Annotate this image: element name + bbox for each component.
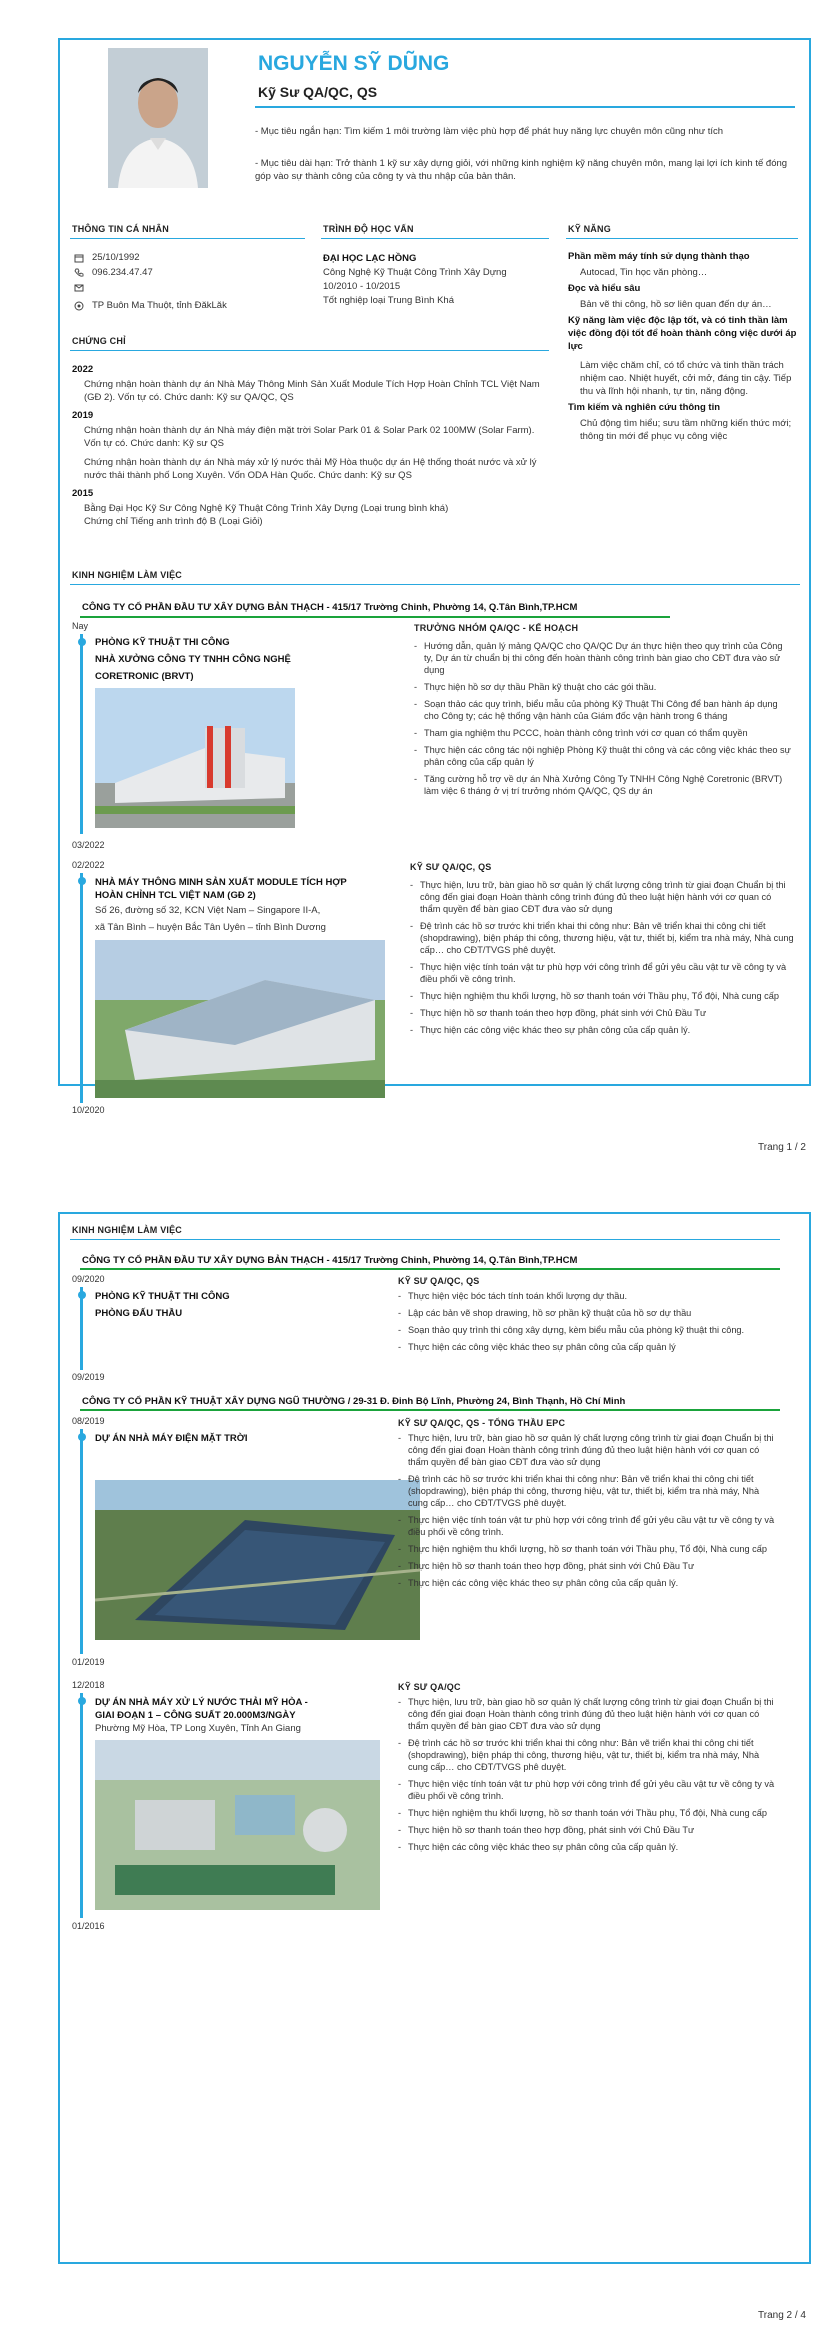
project-name (95, 636, 291, 683)
education-grade: Tốt nghiệp loại Trung Bình Khá (323, 295, 454, 306)
timeline-dot (78, 1291, 86, 1299)
phone-value[interactable]: 096.234.47.47 (92, 267, 153, 278)
address-value: TP Buôn Ma Thuột, tỉnh ĐăkLăk (92, 300, 227, 311)
personal-rule (70, 238, 305, 239)
certificates-list (72, 364, 549, 528)
page-number: Trang 1 / 2 (758, 1142, 806, 1153)
duty-item: - Thực hiện hồ sơ thanh toán theo hợp đồng, phát sinh với Chủ Đầu Tư (398, 1560, 778, 1572)
email-icon (74, 283, 84, 293)
project-line: NHÀ MÁY THÔNG MINH SẢN XUẤT MODULE TÍCH HỢP (95, 877, 347, 888)
objective-long: - Mục tiêu dài hạn: Trở thành 1 kỹ sư xây dựng giỏi, với những kinh nghiệm kỹ năng chuyên môn, mang lại lợi ích kinh tế đóng góp vào sự thành công của công ty và thu nhập của bản thân. (255, 158, 788, 182)
job-end-date: 09/2019 (72, 1372, 105, 1382)
experience-rule (70, 1239, 780, 1240)
birthday-value: 25/10/1992 (92, 252, 140, 263)
job-role: TRƯỞNG NHÓM QA/QC - KẾ HOẠCH (414, 623, 579, 633)
education-heading: TRÌNH ĐỘ HỌC VẤN (323, 224, 414, 234)
address-line: Số 26, đường số 32, KCN Việt Nam – Singapore II-A, (95, 905, 321, 916)
project-name (95, 1290, 230, 1320)
duty-item: - Thực hiện việc bóc tách tính toán khối lượng dự thầu. (398, 1290, 778, 1302)
personal-heading: THÔNG TIN CÁ NHÂN (72, 224, 169, 234)
project-line: NHÀ XƯỞNG CÔNG TY TNHH CÔNG NGHỆ (95, 654, 291, 665)
portrait-photo (108, 48, 208, 188)
cert-item: Bằng Đại Học Kỹ Sư Công Nghệ Kỹ Thuật Công Trình Xây Dựng (Loại trung bình khá) (84, 503, 449, 514)
timeline-dot (78, 877, 86, 885)
timeline-bar (80, 1429, 83, 1654)
phone-row (74, 267, 153, 278)
skill-detail: Chủ động tìm hiểu; sưu tầm những kiến thức mới; thông tin mới để phục vụ công việc (580, 418, 792, 442)
duty-item: - Thực hiện các công việc khác theo sự phân công của cấp quản lý. (398, 1577, 778, 1589)
cert-year: 2019 (72, 410, 94, 421)
timeline-dot (78, 638, 86, 646)
duty-item: - Hướng dẫn, quản lý mảng QA/QC cho QA/QC Dự án thực hiện theo quy trình của Công ty, Dự án từ chuẩn bị thi công đến hoàn thành công trình bàn giao cho CĐT đưa vào sử dụng (414, 640, 794, 676)
timeline-bar (80, 873, 83, 1103)
job-start-date: 02/2022 (72, 860, 105, 870)
duty-list (414, 640, 794, 802)
duty-item: - Thực hiện hồ sơ dự thầu Phần kỹ thuật cho các gói thầu. (414, 681, 794, 693)
timeline-bar (80, 1287, 83, 1370)
birthday-row (74, 252, 140, 263)
project-line: GIAI ĐOẠN 1 – CÔNG SUẤT 20.000M3/NGÀY (95, 1710, 296, 1721)
duty-item: - Thực hiện việc tính toán vật tư phù hợp với công trình để gửi yêu cầu vật tư về công ty và điều phối về công trình. (398, 1778, 778, 1802)
duty-item: - Thực hiện nghiệm thu khối lượng, hồ sơ thanh toán với Thầu phụ, Tổ đội, Nhà cung cấp (398, 1807, 778, 1819)
job-start-date: Nay (72, 621, 89, 631)
skill-detail: Bản vẽ thi công, hồ sơ liên quan đến dự án… (580, 299, 772, 310)
skill-detail: Autocad, Tin học văn phòng… (580, 267, 708, 278)
skill-detail: Làm việc chăm chỉ, có tổ chức và tinh thần trách nhiệm cao. Nhiệt huyết, cởi mở, đáng tin cậy. Tiếp thu và lĩnh hội nhanh, tự tin, năng động. (580, 360, 792, 397)
factory-photo (95, 688, 295, 828)
cert-year: 2022 (72, 364, 94, 375)
job-end-date: 03/2022 (72, 840, 105, 850)
solar-farm-photo (95, 1480, 420, 1640)
skills-heading: KỸ NĂNG (568, 224, 611, 234)
project-line: PHÒNG KỸ THUẬT THI CÔNG (95, 1291, 230, 1302)
job-start-date: 08/2019 (72, 1416, 105, 1426)
duty-item: - Tăng cường hỗ trợ về dự án Nhà Xưởng Công Ty TNHH Công Nghệ Coretronic (BRVT) làm việc 6 tháng ở vị trí trưởng nhóm QA/QC, QS dự án (414, 773, 794, 797)
skill-title: Kỹ năng làm việc độc lập tốt, và có tinh thần làm việc đồng đội tốt để hoàn thành công việc dưới áp lực (568, 315, 797, 352)
job-title: Kỹ Sư QA/QC, QS (258, 84, 378, 100)
treatment-plant-photo (95, 1740, 380, 1910)
email-row (74, 283, 84, 293)
experience-heading: KINH NGHIỆM LÀM VIỆC (72, 1225, 183, 1235)
project-line: PHÒNG ĐẤU THẦU (95, 1308, 183, 1319)
duty-item: - Thực hiện việc tính toán vật tư phù hợp với công trình để gửi yêu cầu vật tư về công ty và điều phối về công trình. (398, 1514, 778, 1538)
company-underline (80, 616, 670, 618)
duty-item: - Tham gia nghiệm thu PCCC, hoàn thành công trình với cơ quan có thẩm quyền (414, 727, 794, 739)
timeline-bar (80, 634, 83, 834)
project-line: DỰ ÁN NHÀ MÁY XỬ LÝ NƯỚC THẢI MỸ HÒA - (95, 1697, 308, 1708)
company-underline (80, 1268, 780, 1270)
job-role: KỸ SƯ QA/QC, QS - TỔNG THẦU EPC (398, 1418, 566, 1428)
experience-rule (70, 584, 800, 585)
cert-year: 2015 (72, 488, 94, 499)
project-line: PHÒNG KỸ THUẬT THI CÔNG (95, 637, 230, 648)
school-name: ĐẠI HỌC LẠC HỒNG (323, 253, 417, 264)
company-name: CÔNG TY CỔ PHẦN ĐẦU TƯ XÂY DỰNG BẢN THẠCH - 415/17 Trường Chinh, Phường 14, Q.Tân Bình,TP.HCM (82, 602, 578, 613)
project-line: DỰ ÁN NHÀ MÁY ĐIỆN MẶT TRỜI (95, 1433, 248, 1444)
cert-item: Chứng chỉ Tiếng anh trình độ B (Loại Giỏi) (84, 516, 263, 527)
project-name (95, 876, 347, 902)
company-name: CÔNG TY CỔ PHẦN KỸ THUẬT XÂY DỰNG NGŨ THƯỜNG / 29-31 Đ. Đinh Bộ Lĩnh, Phường 24, Bình Thạnh, Hồ Chí Minh (82, 1396, 626, 1407)
project-name (95, 1432, 248, 1445)
duty-item: - Thực hiện các công tác nội nghiệp Phòng Kỹ thuật thi công và các công việc khác theo sự phân công của cấp quản lý (414, 744, 794, 768)
duty-item: - Thực hiện việc tính toán vật tư phù hợp với công trình để gửi yêu cầu vật tư về công ty và điều phối về công trình. (410, 961, 794, 985)
job-role: KỸ SƯ QA/QC, QS (398, 1276, 480, 1286)
job-role: KỸ SƯ QA/QC (398, 1682, 461, 1692)
avatar (108, 48, 208, 188)
certificates-heading: CHỨNG CHỈ (72, 336, 126, 346)
job-start-date: 12/2018 (72, 1680, 105, 1690)
page-number: Trang 2 / 4 (758, 2310, 806, 2321)
experience-heading: KINH NGHIỆM LÀM VIỆC (72, 570, 183, 580)
cert-item: Chứng nhận hoàn thành dự án Nhà Máy Thông Minh Sản Xuất Module Tích Hợp Hoàn Chỉnh TCL Việt Nam (GĐ 2). Vốn tự có. Chức danh: Kỹ sư QA/QC, QS (84, 379, 540, 403)
skill-title: Tìm kiếm và nghiên cứu thông tin (568, 402, 721, 413)
education-major: Công Nghệ Kỹ Thuật Công Trình Xây Dựng (323, 267, 507, 278)
full-name: NGUYỄN SỸ DŨNG (258, 52, 450, 75)
duty-list (410, 879, 794, 1041)
project-line: CORETRONIC (BRVT) (95, 671, 194, 682)
cert-item: Chứng nhận hoàn thành dự án Nhà máy xử lý nước thải Mỹ Hòa thuộc dự án Hệ thống thoát nước và xử lý nước thải thành phố Long Xuyên. Vốn ODA Hàn Quốc. Chức danh: Kỹ sư QS (84, 457, 537, 481)
job-role: KỸ SƯ QA/QC, QS (410, 862, 492, 872)
duty-list (398, 1432, 778, 1594)
timeline-bar (80, 1693, 83, 1918)
company-underline (80, 1409, 780, 1411)
duty-item: - Thực hiện nghiệm thu khối lượng, hồ sơ thanh toán với Thầu phụ, Tổ đội, Nhà cung cấp (410, 990, 794, 1002)
duty-item: - Thực hiện, lưu trữ, bàn giao hồ sơ quản lý chất lượng công trình từ giai đoạn Chuẩn bị thi công đến giai đoạn Hoàn thành công trình đúng đủ theo luật hiện hành với cơ quan có thẩm quyền để bàn giao CĐT đưa vào sử dụng (398, 1432, 778, 1468)
objective-short: - Mục tiêu ngắn hạn: Tìm kiếm 1 môi trường làm việc phù hợp để phát huy năng lực chuyên môn cũng như tích (255, 126, 724, 137)
certificates-rule (70, 350, 549, 351)
duty-item: - Thực hiện các công việc khác theo sự phân công của cấp quản lý (398, 1341, 778, 1353)
duty-item: - Soạn thảo quy trình thi công xây dựng, kèm biểu mẫu của phòng kỹ thuật thi công. (398, 1324, 778, 1336)
duty-item: - Đệ trình các hồ sơ trước khi triển khai thi công như: Bản vẽ triển khai thi công chi tiết (shopdrawing), biện pháp thi công, thương hiệu, vật tư, thiết bị, kiểm tra nhà máy, Nhà cung cấp… cho CĐT/TVGS phê duyệt. (410, 920, 794, 956)
location-icon (74, 301, 84, 311)
skill-title: Phần mềm máy tính sử dụng thành thạo (568, 251, 750, 262)
project-line: HOÀN CHỈNH TCL VIỆT NAM (GĐ 2) (95, 890, 256, 901)
duty-list (398, 1696, 778, 1858)
duty-item: - Thực hiện hồ sơ thanh toán theo hợp đồng, phát sinh với Chủ Đầu Tư (410, 1007, 794, 1019)
address-row (74, 300, 227, 311)
phone-icon (74, 268, 84, 278)
duty-item: - Thực hiện, lưu trữ, bàn giao hồ sơ quản lý chất lượng công trình từ giai đoạn Chuẩn bị thi công đến giai đoạn Hoàn thành công trình đúng đủ theo luật hiện hành với cơ quan có thẩm quyền để bàn giao CĐT đưa vào sử dụng (398, 1696, 778, 1732)
title-underline (255, 106, 795, 108)
skills-rule (566, 238, 798, 239)
factory-photo (95, 940, 385, 1098)
duty-item: - Lập các bản vẽ shop drawing, hồ sơ phần kỹ thuật của hồ sơ dự thầu (398, 1307, 778, 1319)
timeline-dot (78, 1433, 86, 1441)
timeline-dot (78, 1697, 86, 1705)
duty-item: - Thực hiện, lưu trữ, bàn giao hồ sơ quản lý chất lượng công trình từ giai đoạn Chuẩn bị thi công đến giai đoạn Hoàn thành công trình đúng đủ theo luật hiện hành với cơ quan có thẩm quyền để bàn giao CĐT đưa vào sử dụng (410, 879, 794, 915)
duty-item: - Thực hiện các công việc khác theo sự phân công của cấp quản lý. (410, 1024, 794, 1036)
cert-item: Chứng nhận hoàn thành dự án Nhà máy điện mặt trời Solar Park 01 & Solar Park 02 100MW (Solar Farm). Vốn tự có. Chức danh: Kỹ sư QS (84, 425, 535, 449)
education-rule (321, 238, 549, 239)
duty-item: - Soạn thảo các quy trình, biểu mẫu của phòng Kỹ Thuật Thi Công để ban hành áp dụng cho Công ty; các hệ thống vận hành của Giám đốc vận hành trong 6 tháng (414, 698, 794, 722)
job-end-date: 01/2016 (72, 1921, 105, 1931)
job-end-date: 01/2019 (72, 1657, 105, 1667)
address-line: xã Tân Bình – huyện Bắc Tân Uyên – tỉnh Bình Dương (95, 922, 326, 933)
company-name: CÔNG TY CỔ PHẦN ĐẦU TƯ XÂY DỰNG BẢN THẠCH - 415/17 Trường Chinh, Phường 14, Q.Tân Bình,TP.HCM (82, 1255, 578, 1266)
duty-item: - Thực hiện các công việc khác theo sự phân công của cấp quản lý. (398, 1841, 778, 1853)
duty-item: - Đệ trình các hồ sơ trước khi triển khai thi công như: Bản vẽ triển khai thi công chi tiết (shopdrawing), biện pháp thi công, thương hiệu, vật tư, thiết bị, kiểm tra nhà máy, Nhà cung cấp… cho CĐT/TVGS phê duyệt. (398, 1473, 778, 1509)
duty-list (398, 1290, 778, 1358)
job-start-date: 09/2020 (72, 1274, 105, 1284)
job-end-date: 10/2020 (72, 1105, 105, 1115)
duty-item: - Thực hiện nghiệm thu khối lượng, hồ sơ thanh toán với Thầu phụ, Tổ đội, Nhà cung cấp (398, 1543, 778, 1555)
education-period: 10/2010 - 10/2015 (323, 281, 401, 292)
skill-title: Đọc và hiểu sâu (568, 283, 641, 294)
calendar-icon (74, 253, 84, 263)
project-address (95, 1722, 301, 1735)
skills-list (568, 250, 800, 443)
project-name (95, 1696, 308, 1722)
project-address (95, 904, 326, 934)
duty-item: - Thực hiện hồ sơ thanh toán theo hợp đồng, phát sinh với Chủ Đầu Tư (398, 1824, 778, 1836)
address-line: Phường Mỹ Hòa, TP Long Xuyên, Tỉnh An Giang (95, 1723, 301, 1734)
duty-item: - Đệ trình các hồ sơ trước khi triển khai thi công như: Bản vẽ triển khai thi công chi tiết (shopdrawing), biện pháp thi công, thương hiệu, vật tư, thiết bị, kiểm tra nhà máy, Nhà cung cấp… cho CĐT/TVGS phê duyệt. (398, 1737, 778, 1773)
